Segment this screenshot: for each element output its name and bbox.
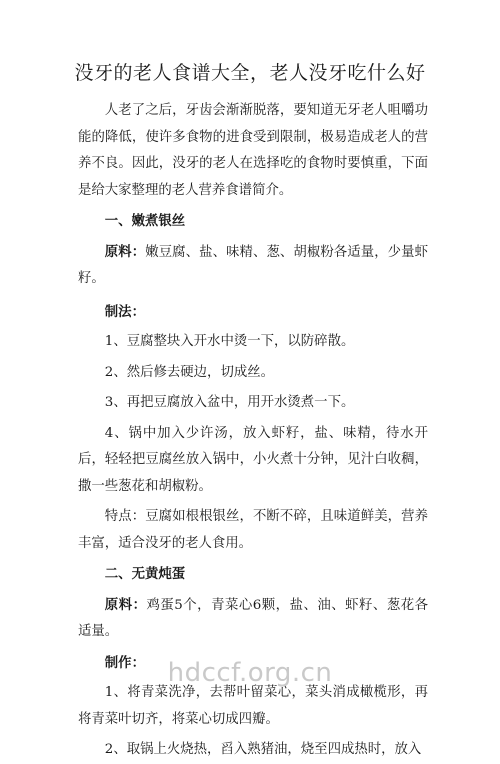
recipe1-method-label: 制法： [104, 303, 145, 320]
recipe1-step: 3、再把豆腐放入盆中，用开水烫煮一下。 [104, 395, 355, 410]
ingredients-label: 原料： [104, 243, 146, 260]
recipe1-step: 2、然后修去硬边，切成丝。 [104, 364, 275, 380]
page-title: 没牙的老人食谱大全，老人没牙吃什么好 [74, 62, 426, 84]
recipe1-step: 4、锅中加入少许汤，放入虾籽，盐、味精，待水开后，轻轻把豆腐丝放入锅中，小火煮十分钟，见汁白收稠，撒一些葱花和胡椒粉。 [78, 425, 428, 494]
recipe1-heading: 一、嫩煮银丝 [104, 213, 186, 229]
site-watermark: hdccf.org.cn [167, 658, 333, 688]
ingredients-text: 嫩豆腐、盐、味精、葱、胡椒粉各适量，少量虾籽。 [78, 244, 429, 286]
recipe2-heading: 二、无黄炖蛋 [104, 566, 186, 582]
recipe2-step: 1、将青菜洗净，去帮叶留菜心，菜头消成橄榄形，再将青菜叶切齐，将菜心切成四瓣。 [78, 685, 428, 727]
intro-paragraph: 人老了之后，牙齿会渐渐脱落，要知道无牙老人咀嚼功能的降低，使许多食物的进食受到限制，极易造成老人的营养不良。因此，没牙的老人在选择吃的食物时要慎重，下面是给大家整理的老人营养食谱简介。 [78, 103, 428, 198]
recipe1-feature: 特点：豆腐如根根银丝，不断不碎，且味道鲜美，营养丰富，适合没牙的老人食用。 [78, 509, 428, 551]
recipe2-ingredients [78, 592, 428, 646]
ingredients-label: 原料： [104, 596, 147, 613]
recipe1-ingredients [78, 239, 428, 293]
ingredients-text: 鸡蛋5个，青菜心6颗，盐、油、虾籽、葱花各适量。 [78, 597, 428, 639]
recipe2-step: 2、取锅上火烧热，舀入熟猪油，烧至四成热时，放入 [104, 742, 422, 757]
recipe2-method-label: 制作： [104, 654, 145, 671]
recipe1-step: 1、豆腐整块入开水中烫一下，以防碎散。 [104, 334, 355, 349]
